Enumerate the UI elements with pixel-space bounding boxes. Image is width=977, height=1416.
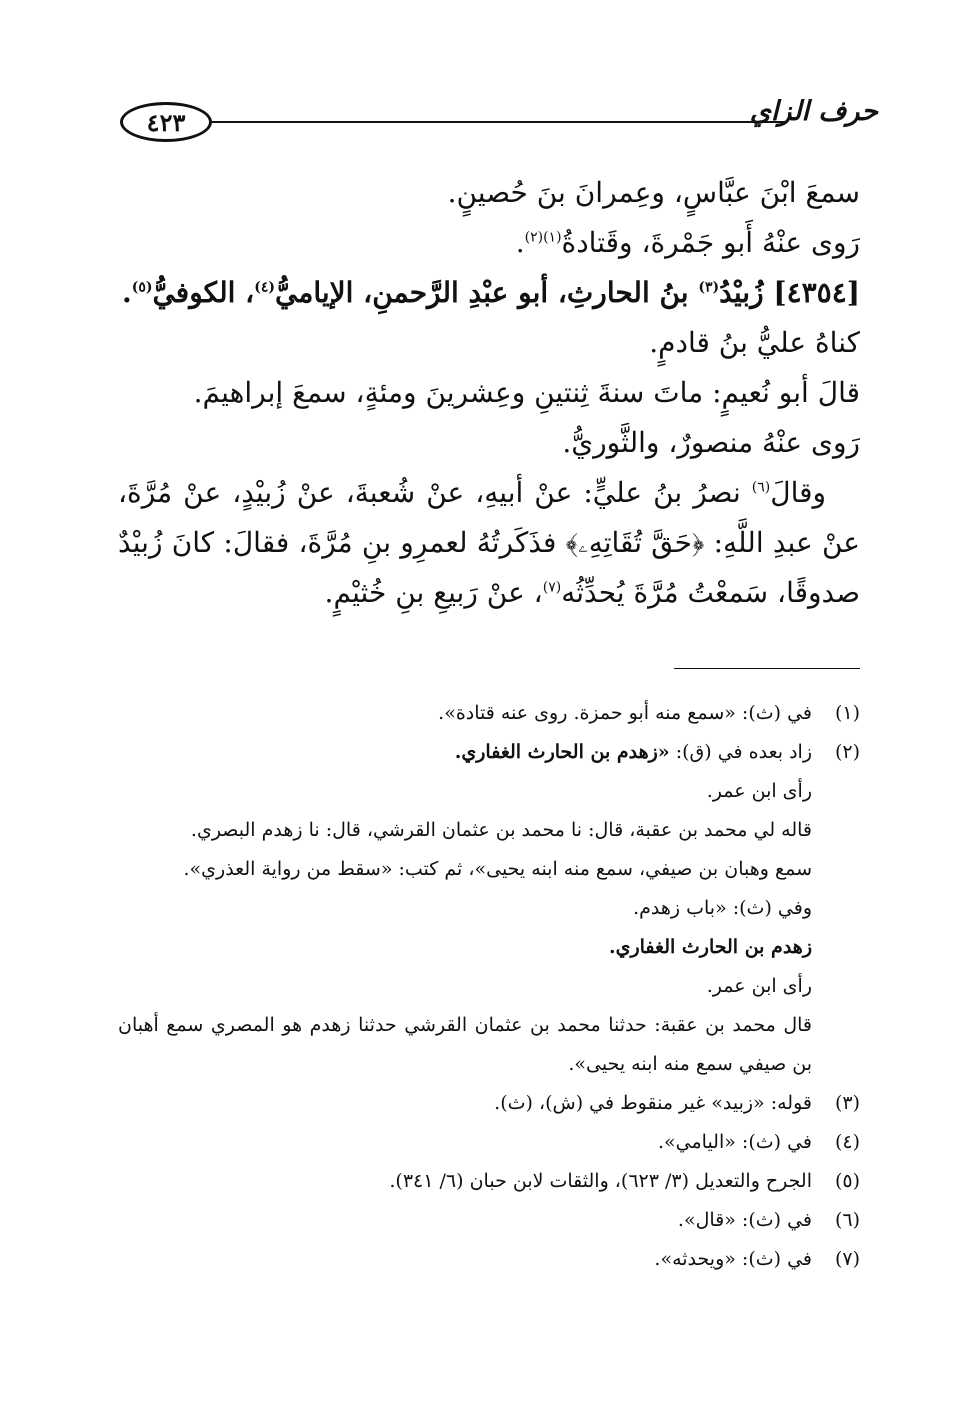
footnote-text [118,733,812,772]
footnote-text: قوله: «زبيد» غير منقوط في (ش)، (ث). [494,1092,812,1114]
footnote-number: (٢) [834,741,860,763]
entry-nisba: ، الكوفيُّ [152,276,255,309]
footnotes [118,694,860,1279]
footnote-number: (٣) [834,1092,860,1114]
entry-name: زُبيْدُ [719,276,764,309]
page-number [120,102,212,142]
footnote-ref: (٥) [131,279,153,296]
footnote-number: (٧) [834,1248,860,1270]
footnote-ref: (١)(٢) [524,229,562,246]
entry-lineage: بنُ الحارثِ، أبو عبْدِ الرَّحمنِ، الإياميُّ [275,276,689,309]
footnote-continuation: سمع وهبان بن صيفي، سمع منه ابنه يحيى»، ثم كتب: «سقط من رواية العذري». [183,858,812,880]
footnote-continuation: قاله لي محمد بن عقبة، قال: نا محمد بن عثمان القرشي، قال: نا زهدم البصري. [190,819,812,841]
main-paragraph [118,468,860,618]
running-title: حرف الزاي [749,96,878,127]
footnote [118,1201,860,1240]
para-body: نصرُ بنُ عليٍّ: عنْ أبيهِ، عنْ شُعبةَ، عنْ زُبيْدٍ، عنْ مُرَّةَ، عنْ عبدِ اللَّهِ: ﴿حَقَّ تُقَاتِهِۦ﴾ فذَكَرتُهُ لعمرِو بنِ مُرَّةَ، فقالَ: كانَ زُبيْدٌ صدوقًا، سَمعْتُ مُرَّةَ يُحدِّثُه [118,476,860,609]
footnote-number: (٤) [834,1131,860,1153]
footnote-ref: (٤) [254,279,275,296]
line-end: . [515,226,525,259]
footnote-continuation: رأى ابن عمر. [706,975,812,997]
footnote-ref: (٦) [751,479,771,496]
footnote-text: في (ث): «اليامي». [657,1131,812,1153]
footnote [118,1123,860,1162]
line-text: رَوى عنْهُ أَبو جَمْرةَ، وقَتادةُ [561,226,860,259]
footnote-continuation: قال محمد بن عقبة: حدثنا محمد بن عثمان القرشي حدثنا زهدم هو المصري سمع أهبان بن صيفي سمع منه ابنه يحيى». [118,1014,812,1075]
footnote-text: في (ث): «ويحدثه». [654,1248,812,1270]
header-rule [212,121,786,123]
footnote-ref: (٣) [698,279,720,296]
footnote-text: في (ث): «قال». [677,1209,812,1231]
footnote-number: (١) [834,702,860,724]
footnote-continuation: رأى ابن عمر. [706,780,812,802]
footnote-text: في (ث): «سمع منه أبو حمزة. روى عنه قتادة». [438,702,812,724]
footnote-ref: (٧) [542,579,562,596]
footnote-continuation: زهدم بن الحارث الغفاري. [608,936,812,958]
page-number-text: ٤٢٣ [146,107,186,137]
para-end: ، عنْ رَبيعِ بنِ خُثيْمٍ. [324,576,543,609]
main-line: كناهُ عليُّ بنُ قادمٍ. [649,326,860,359]
footnote-number: (٥) [834,1170,860,1192]
entry-number: [٤٣٥٤] [773,276,860,309]
footnote [118,1240,860,1279]
main-text [118,168,860,618]
footnote-continuation: وفي (ث): «باب زهدم. [633,897,812,919]
entry-heading [118,268,860,318]
main-line: رَوى عنْهُ منصورٌ، والثَّوريُّ. [562,426,860,459]
main-line: سمعَ ابْنَ عبَّاسٍ، وعِمرانَ بنَ حُصينٍ. [447,176,860,209]
footnote [118,1162,860,1201]
line-end: . [121,276,132,309]
footnote-bold: «زهدم بن الحارث الغفاري. [454,741,670,763]
page-header [108,96,878,146]
footnote-divider [674,668,860,669]
footnote-number: (٦) [834,1209,860,1231]
para-start: وقالَ [770,476,826,509]
main-line [118,218,860,268]
footnote [118,1084,860,1123]
footnote [118,694,860,733]
main-line: قالَ أبو نُعيمٍ: ماتَ سنةَ ثِنتينِ وعِشرينَ ومئةٍ، سمعَ إبراهيمَ. [193,376,860,409]
footnote-text: الجرح والتعديل (٣/ ٦٢٣)، والثقات لابن حبان (٦/ ٣٤١). [389,1170,812,1192]
footnote-lead: زاد بعده في (ق): [669,741,812,763]
footnote [118,733,860,772]
